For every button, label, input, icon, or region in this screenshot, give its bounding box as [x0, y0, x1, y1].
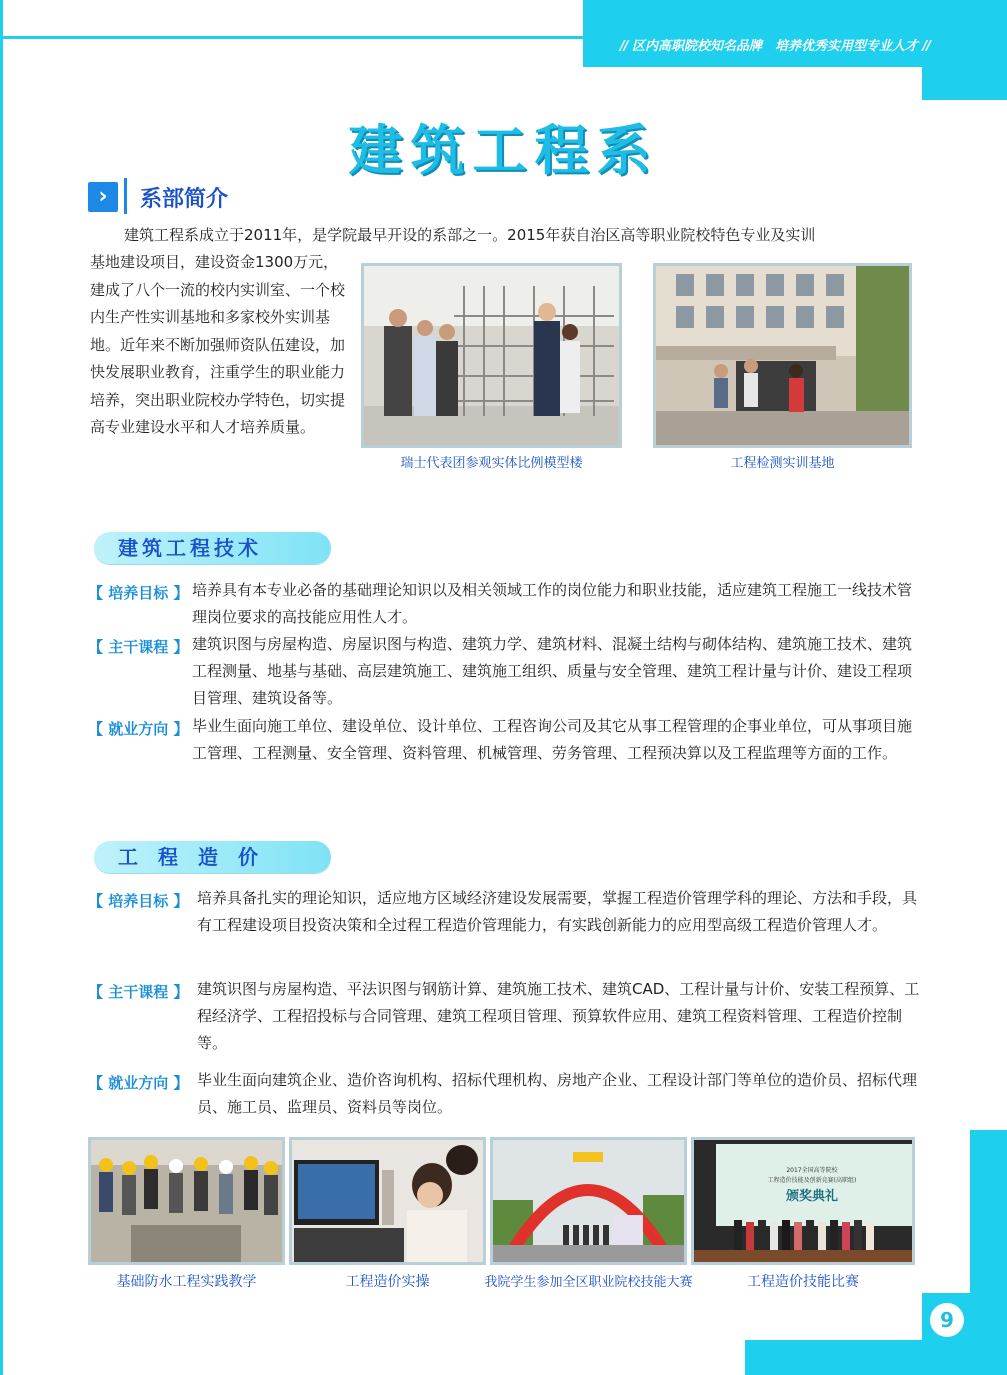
heading-divider	[124, 178, 127, 214]
row-label-training-goal: 【 培养目标 】	[88, 892, 189, 910]
award-screen-line2: 工程造价技能及创新竞赛(高职组)	[767, 1177, 857, 1184]
award-screen-title: 颁奖典礼	[785, 1189, 839, 1204]
row-label-main-courses: 【 主干课程 】	[88, 638, 189, 656]
header-slogan	[590, 36, 960, 58]
section-pill-cost-engineering	[94, 841, 331, 873]
photo-skills-contest-image	[493, 1140, 684, 1262]
intro-first-line: 建筑工程系成立于2011年，是学院最早开设的系部之一。2015年获自治区高等职业院校特色专业及实训	[124, 226, 816, 244]
photo-cost-practice	[289, 1137, 486, 1265]
photo-skills-contest	[490, 1137, 687, 1265]
slogan-text: 区内高职院校知名品牌 培养优秀实用型专业人才	[631, 39, 918, 54]
row-text-main-courses: 建筑识图与房屋构造、平法识图与钢筋计算、建筑施工技术、建筑CAD、工程计量与计价、安装工程预算、工程经济学、工程招投标与合同管理、建筑工程项目管理、预算软件应用、建筑工程资料管理、工程造价控制等。	[197, 980, 920, 1052]
photo-cost-competition-image	[694, 1140, 912, 1262]
photo-testing-base-caption: 工程检测实训基地	[730, 456, 835, 471]
row-text-training-goal: 培养具备扎实的理论知识，适应地方区域经济建设发展需要，掌握工程造价管理学科的理论、方法和手段，具有工程建设项目投资决策和全过程工程造价管理能力，有实践创新能力的应用型高级工程造价管理人才。	[197, 889, 918, 934]
photo-cost-competition	[691, 1137, 915, 1265]
photo-waterproof-teaching-image	[91, 1140, 282, 1262]
header-corner-step	[922, 67, 1007, 100]
photo-model-building-caption: 瑞士代表团参观实体比例模型楼	[400, 456, 583, 471]
photo-cost-practice-image	[292, 1140, 483, 1262]
row-label-main-courses: 【 主干课程 】	[88, 983, 189, 1001]
intro-paragraph: 基地建设项目，建设资金1300万元，建成了八个一流的校内实训室、一个校内生产性实训基地和多家校外实训基地。近年来不断加强师资队伍建设，加快发展职业教育，注重学生的职业能力培养，突出职业院校办学特色，切实提高专业建设水平和人才培养质量。	[90, 253, 346, 436]
section-pill-label: 建筑工程技术	[118, 536, 262, 560]
section-pill-label: 工 程 造 价	[118, 845, 258, 869]
row-text-training-goal: 培养具有本专业必备的基础理论知识以及相关领域工作的岗位能力和职业技能，适应建筑工程施工一线技术管理岗位要求的高技能应用性人才。	[192, 581, 913, 626]
slogan-bars-right: //	[922, 39, 931, 54]
row-text-main-courses: 建筑识图与房屋构造、房屋识图与构造、建筑力学、建筑材料、混凝土结构与砌体结构、建筑施工技术、建筑工程测量、地基与基础、高层建筑施工、建筑施工组织、质量与安全管理、建筑工程计量与计价、建设工程项目管理、建筑设备等。	[192, 635, 913, 707]
row-label-training-goal: 【 培养目标 】	[88, 584, 189, 602]
photo-testing-base-image	[656, 266, 909, 445]
section-pill-construction-tech	[94, 532, 331, 564]
award-screen-line1: 2017全国高等院校	[786, 1167, 838, 1174]
photo-testing-base	[653, 263, 912, 448]
left-border	[0, 0, 3, 1375]
photo-model-building	[361, 263, 622, 448]
row-text-employment: 毕业生面向施工单位、建设单位、设计单位、工程咨询公司及其它从事工程管理的企事业单位，可从事项目施工管理、工程测量、安全管理、资料管理、机械管理、劳务管理、工程预决算以及工程监理等方面的工作。	[192, 717, 913, 762]
bottom-caption-3: 我院学生参加全区职业院校技能大赛	[484, 1275, 693, 1290]
slogan-bars-left: //	[619, 39, 628, 54]
page-number: 9	[930, 1303, 964, 1337]
footer-band	[745, 1340, 1007, 1375]
bottom-caption-2: 工程造价实操	[345, 1274, 430, 1290]
chevron-right-icon: ›	[88, 182, 118, 212]
intro-heading: 系部简介	[140, 187, 229, 212]
photo-waterproof-teaching	[88, 1137, 285, 1265]
page-title: 建筑工程系	[348, 119, 659, 182]
bottom-caption-4: 工程造价技能比赛	[747, 1274, 859, 1290]
header-line	[0, 36, 585, 39]
photo-model-building-image	[364, 266, 619, 445]
row-text-employment: 毕业生面向建筑企业、造价咨询机构、招标代理机构、房地产企业、工程设计部门等单位的造价员、招标代理员、施工员、监理员、资料员等岗位。	[197, 1071, 918, 1116]
row-label-employment: 【 就业方向 】	[88, 720, 189, 738]
row-label-employment: 【 就业方向 】	[88, 1074, 189, 1092]
bottom-caption-1: 基础防水工程实践教学	[116, 1274, 257, 1290]
